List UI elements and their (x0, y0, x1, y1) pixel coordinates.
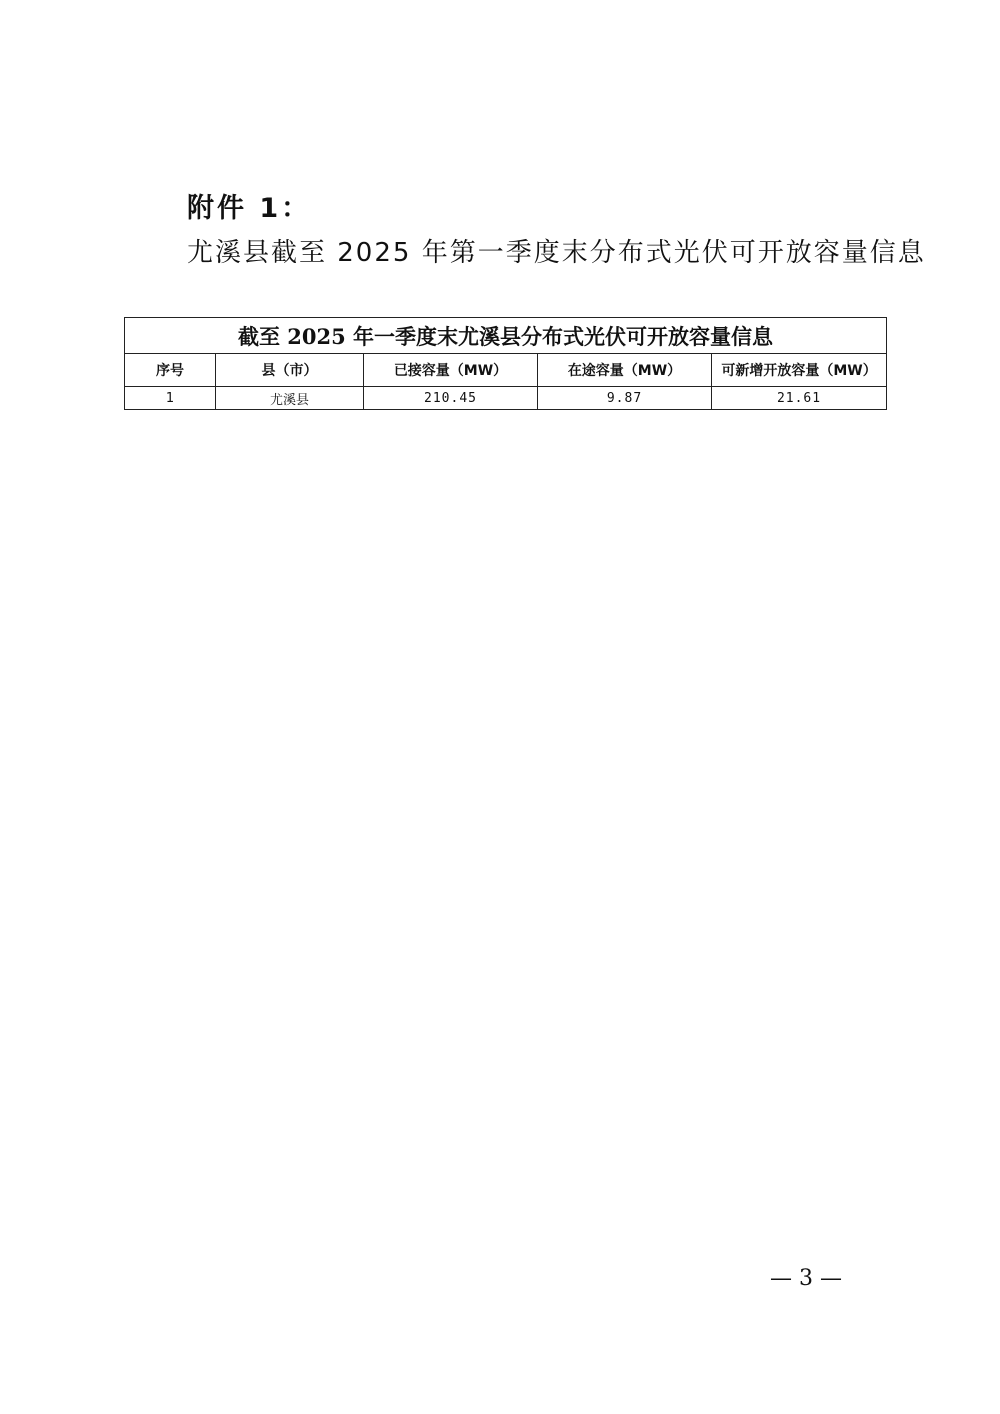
capacity-table (124, 317, 887, 410)
attachment-label: 附件 1： (187, 193, 312, 224)
cell-serial: 1 (125, 387, 216, 410)
cell-connected-capacity: 210.45 (364, 387, 538, 410)
header-county: 县（市） (216, 354, 364, 387)
cell-in-progress-capacity: 9.87 (538, 387, 712, 410)
table-title: 截至 2025 年一季度末尤溪县分布式光伏可开放容量信息 (125, 318, 887, 354)
cell-county: 尤溪县 (216, 387, 364, 410)
header-serial: 序号 (125, 354, 216, 387)
header-in-progress-capacity: 在途容量（MW） (538, 354, 712, 387)
table-title-row (125, 318, 887, 354)
document-heading: 尤溪县截至 2025 年第一季度末分布式光伏可开放容量信息 (187, 238, 926, 268)
table-row (125, 387, 887, 410)
header-new-open-capacity: 可新增开放容量（MW） (712, 354, 887, 387)
page-number: — 3 — (770, 1266, 842, 1291)
cell-new-open-capacity: 21.61 (712, 387, 887, 410)
header-connected-capacity: 已接容量（MW） (364, 354, 538, 387)
table-header-row (125, 354, 887, 387)
